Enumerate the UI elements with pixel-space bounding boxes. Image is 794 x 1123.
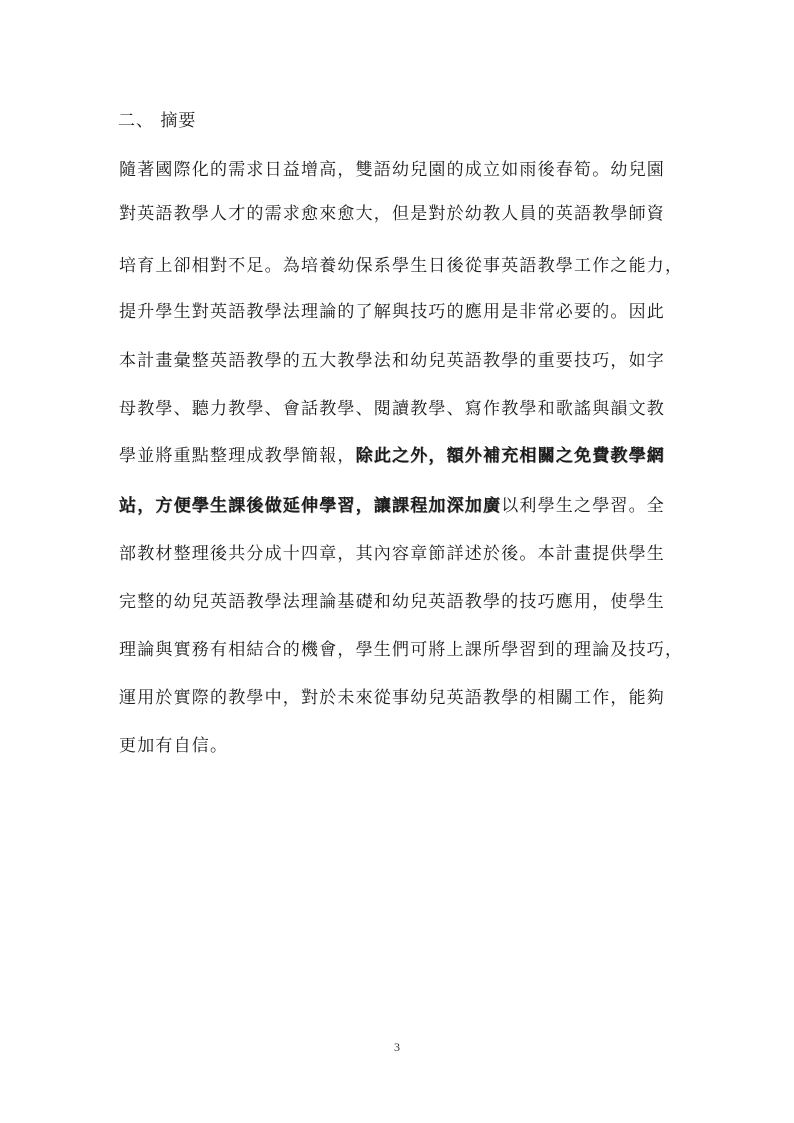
paragraph-line-5	[119, 349, 665, 373]
line-text: 理論與實務有相結合的機會，學生們可將上課所學習到的理論及技巧，	[119, 640, 684, 660]
paragraph-line-10	[119, 590, 665, 614]
line-text: 母教學、聽力教學、會話教學、閱讀教學、寫作教學和歌謠與韻文教	[119, 399, 665, 419]
paragraph-line-4	[119, 300, 665, 324]
section-heading: 二、 摘要	[118, 111, 197, 131]
highlighted-text: 除此之外，額外補充相關之免費教學網	[355, 446, 666, 466]
page-number: 3	[394, 1040, 400, 1054]
paragraph-line-6	[119, 397, 665, 421]
line-text: 培育上卻相對不足。為培養幼保系學生日後從事英語教學工作之能力，	[119, 256, 684, 276]
paragraph-line-9	[119, 542, 665, 566]
paragraph-line-13	[119, 734, 228, 758]
paragraph-line-11	[119, 638, 683, 662]
paragraph-line-2	[119, 202, 665, 226]
line-text: 運用於實際的教學中，對於未來從事幼兒英語教學的相關工作，能夠	[119, 688, 665, 708]
line-text: 部教材整理後共分成十四章，其內容章節詳述於後。本計畫提供學生	[119, 544, 665, 564]
paragraph-line-3	[119, 254, 683, 278]
line-text: 學並將重點整理成教學簡報，	[119, 446, 356, 466]
line-text: 隨著國際化的需求日益增高，雙語幼兒園的成立如雨後春筍。幼兒園	[119, 160, 665, 180]
paragraph-line-1	[119, 158, 665, 182]
line-text: 本計畫彙整英語教學的五大教學法和幼兒英語教學的重要技巧，如字	[119, 351, 665, 371]
paragraph-line-7	[119, 444, 665, 468]
highlighted-text: 站，方便學生課後做延伸學習，讓課程加深加廣	[119, 496, 502, 516]
line-text: 提升學生對英語教學法理論的了解與技巧的應用是非常必要的。因此	[119, 302, 665, 322]
line-text: 完整的幼兒英語教學法理論基礎和幼兒英語教學的技巧應用，使學生	[119, 592, 665, 612]
line-text: 更加有自信。	[119, 736, 229, 756]
paragraph-line-12	[119, 686, 665, 710]
line-text: 以利學生之學習。全	[501, 496, 666, 516]
paragraph-line-8	[119, 494, 665, 518]
line-text: 對英語教學人才的需求愈來愈大，但是對於幼教人員的英語教學師資	[119, 204, 665, 224]
